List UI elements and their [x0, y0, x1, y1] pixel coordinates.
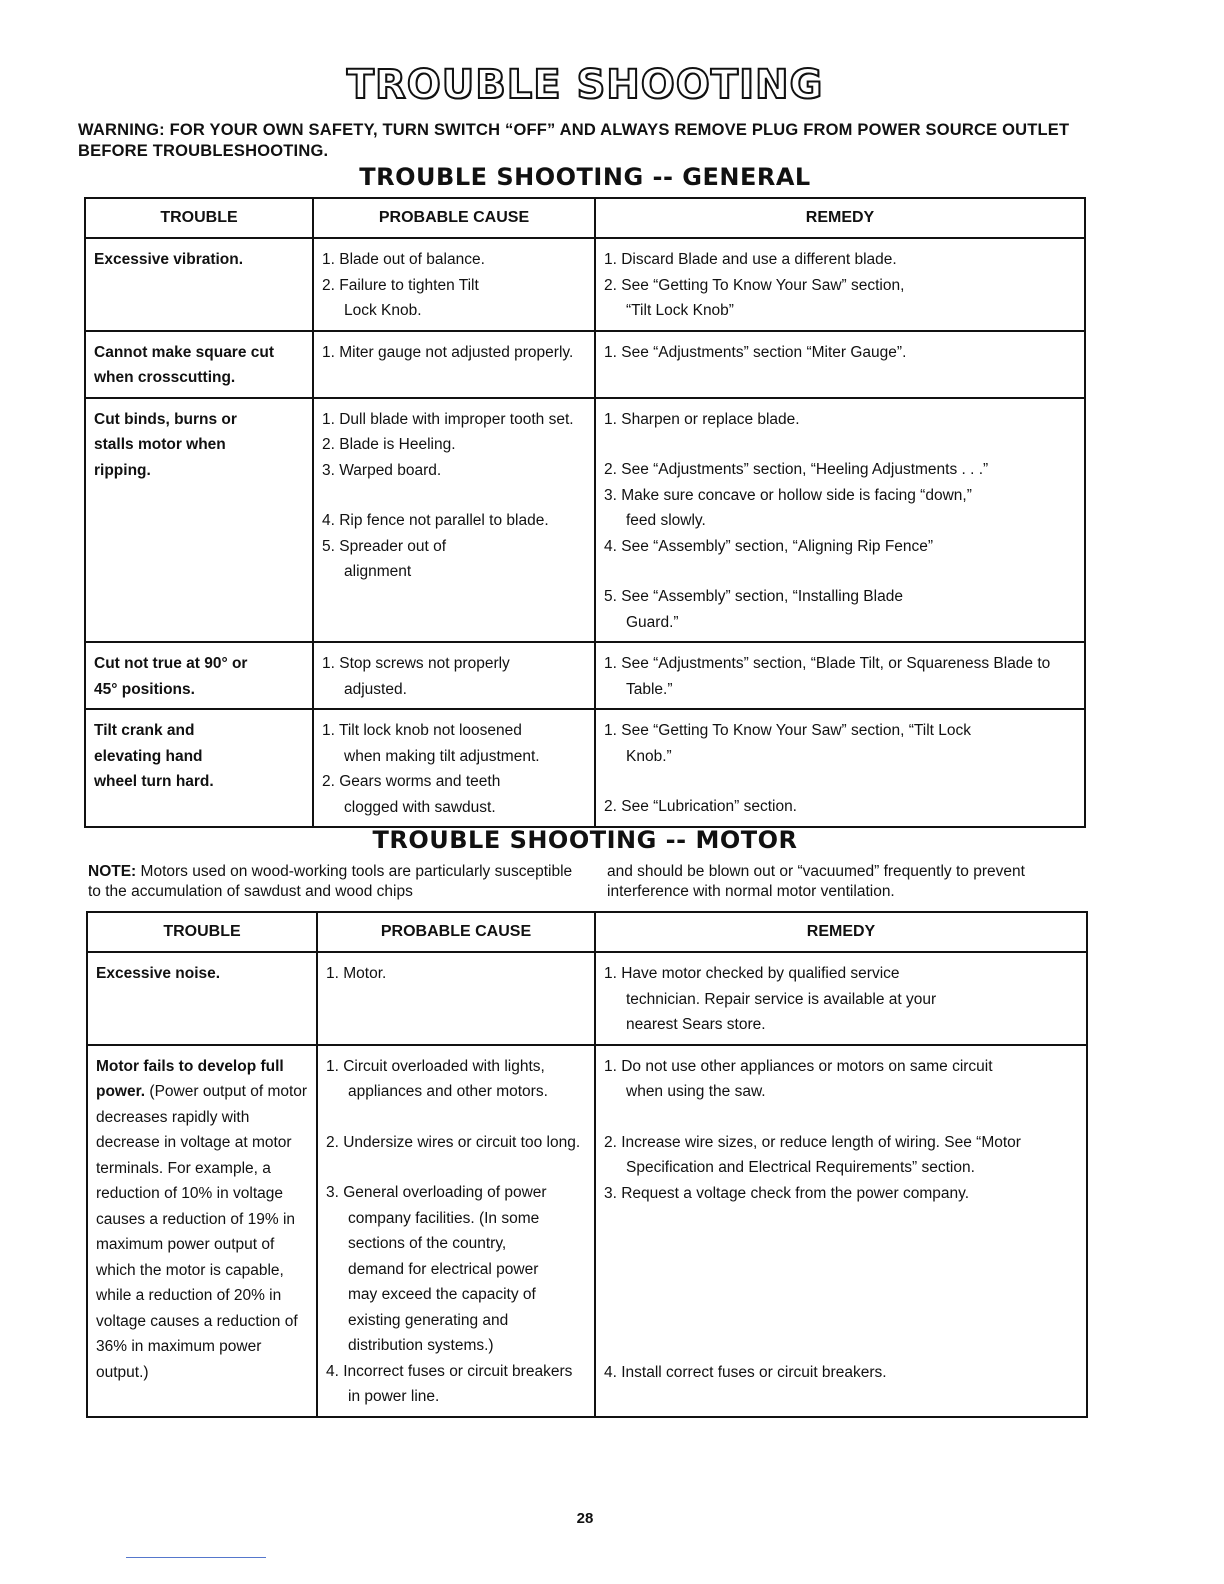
cause-list — [326, 961, 588, 987]
page-title: TROUBLE SHOOTING — [346, 62, 824, 108]
trouble-text — [96, 1054, 308, 1386]
cause-item: 2. Undersize wires or circuit too long. — [326, 1133, 581, 1151]
cause-item: 4. Incorrect fuses or circuit breakers in power line. — [326, 1362, 573, 1405]
table-row — [87, 952, 1087, 1045]
trouble-bold: Excessive noise. — [96, 965, 221, 982]
cause-item: 1. Stop screws not properly adjusted. — [322, 655, 510, 698]
remedy-item: 2. Increase wire sizes, or reduce length of wiring. See “Motor Specification and Electrical Requirements” section. — [604, 1133, 1021, 1176]
remedy-item: 2. See “Getting To Know Your Saw” section, “Tilt Lock Knob” — [604, 276, 905, 319]
trouble-text: Tilt crank and elevating hand wheel turn hard. — [94, 722, 214, 790]
remedy-list — [604, 247, 1078, 324]
motor-section-title: TROUBLE SHOOTING -- MOTOR — [372, 826, 798, 854]
cause-list — [322, 407, 588, 585]
page-number: 28 — [576, 1510, 594, 1527]
cause-item: 1. Circuit overloaded with lights, appliances and other motors. — [326, 1057, 548, 1100]
table-row — [85, 331, 1085, 398]
header-remedy: REMEDY — [595, 912, 1087, 952]
remedy-item: 1. See “Getting To Know Your Saw” section, “Tilt Lock Knob.” — [604, 722, 972, 765]
safety-warning: WARNING: FOR YOUR OWN SAFETY, TURN SWITCH “OFF” AND ALWAYS REMOVE PLUG FROM POWER SOURCE OUTLET BEFORE TROUBLESHOOTING. — [78, 121, 1070, 160]
cause-item: 2. Failure to tighten Tilt Lock Knob. — [322, 276, 479, 319]
remedy-item: 1. See “Adjustments” section, “Blade Tilt, or Squareness Blade to Table.” — [604, 655, 1051, 698]
remedy-list — [604, 1054, 1080, 1386]
footer-rule — [126, 1557, 266, 1558]
cause-item: 5. Spreader out of alignment — [322, 537, 447, 580]
remedy-list — [604, 340, 1078, 366]
remedy-list — [604, 651, 1078, 702]
motor-note-left — [88, 862, 578, 902]
trouble-text: Cannot make square cut when crosscutting. — [94, 343, 275, 386]
cause-item: 1. Tilt lock knob not loosened when making tilt adjustment. — [322, 722, 540, 765]
cause-item: 3. Warped board. — [322, 461, 442, 479]
table-header-row — [87, 912, 1087, 952]
cause-item: 2. Gears worms and teeth clogged with sawdust. — [322, 773, 501, 816]
table-row — [85, 642, 1085, 709]
cause-list — [322, 340, 588, 366]
general-section-title: TROUBLE SHOOTING -- GENERAL — [359, 163, 811, 191]
header-trouble: TROUBLE — [87, 912, 317, 952]
cause-item: 2. Blade is Heeling. — [322, 436, 456, 453]
trouble-text: Cut not true at 90° or 45° positions. — [94, 655, 248, 698]
remedy-item: 1. Have motor checked by qualified service technician. Repair service is available at your nearest Sears store. — [604, 965, 937, 1033]
note-text: Motors used on wood-working tools are particularly susceptible to the accumulation of sawdust and wood chips — [88, 863, 573, 900]
trouble-text: Cut binds, burns or stalls motor when ripping. — [94, 410, 237, 479]
note-label: NOTE: — [88, 863, 137, 880]
table-row — [87, 1045, 1087, 1417]
header-trouble: TROUBLE — [85, 198, 313, 238]
table-row — [85, 709, 1085, 827]
cause-list — [322, 247, 588, 324]
trouble-detail: (Power output of motor decreases rapidly with decrease in voltage at motor terminals. For example, a reduction of 10% in voltage causes a reduction of 19% in maximum power output of which the motor is capable, while a reduction of 20% in voltage causes a reduction of 36% in maximum power output.) — [96, 1083, 308, 1381]
trouble-text — [96, 961, 310, 987]
cause-item: 1. Motor. — [326, 965, 387, 982]
header-probable-cause: PROBABLE CAUSE — [313, 198, 595, 238]
cause-item: 1. Blade out of balance. — [322, 251, 485, 268]
remedy-item: 1. See “Adjustments” section “Miter Gauge”. — [604, 343, 907, 361]
remedy-item: 1. Do not use other appliances or motors on same circuit when using the saw. — [604, 1057, 993, 1100]
cause-item: 4. Rip fence not parallel to blade. — [322, 512, 549, 529]
trouble-bold: Motor fails to develop full power. — [96, 1057, 284, 1100]
table-row — [85, 238, 1085, 331]
remedy-item: 1. Discard Blade and use a different blade. — [604, 251, 897, 268]
remedy-item: 1. Sharpen or replace blade. — [604, 410, 800, 428]
cause-list — [322, 718, 588, 820]
remedy-item: 3. Request a voltage check from the power company. — [604, 1184, 970, 1202]
cause-item: 1. Miter gauge not adjusted properly. — [322, 343, 574, 361]
header-remedy: REMEDY — [595, 198, 1085, 238]
general-troubleshooting-table — [84, 197, 1086, 828]
remedy-item: 3. Make sure concave or hollow side is facing “down,” feed slowly. — [604, 486, 972, 529]
cause-list — [322, 651, 588, 702]
remedy-list — [604, 718, 1078, 820]
table-header-row — [85, 198, 1085, 238]
remedy-item: 4. Install correct fuses or circuit breakers. — [604, 1364, 887, 1381]
remedy-item: 4. See “Assembly” section, “Aligning Rip Fence” — [604, 537, 934, 555]
cause-item: 3. General overloading of power company facilities. (In some sections of the country, demand for electrical power may exceed the capacity of existing generating and distribution systems.) — [326, 1184, 547, 1354]
remedy-item: 2. See “Adjustments” section, “Heeling Adjustments . . .” — [604, 461, 989, 478]
motor-troubleshooting-table — [86, 911, 1088, 1418]
cause-item: 1. Dull blade with improper tooth set. — [322, 410, 574, 428]
table-row — [85, 398, 1085, 643]
remedy-list — [604, 407, 1078, 636]
remedy-list — [604, 961, 1080, 1038]
cause-list — [326, 1054, 588, 1410]
remedy-item: 2. See “Lubrication” section. — [604, 798, 797, 815]
header-probable-cause: PROBABLE CAUSE — [317, 912, 595, 952]
trouble-text: Excessive vibration. — [94, 251, 244, 268]
remedy-item: 5. See “Assembly” section, “Installing Blade Guard.” — [604, 588, 903, 631]
motor-note-right: and should be blown out or “vacuumed” frequently to prevent interference with normal motor ventilation. — [607, 863, 1025, 900]
